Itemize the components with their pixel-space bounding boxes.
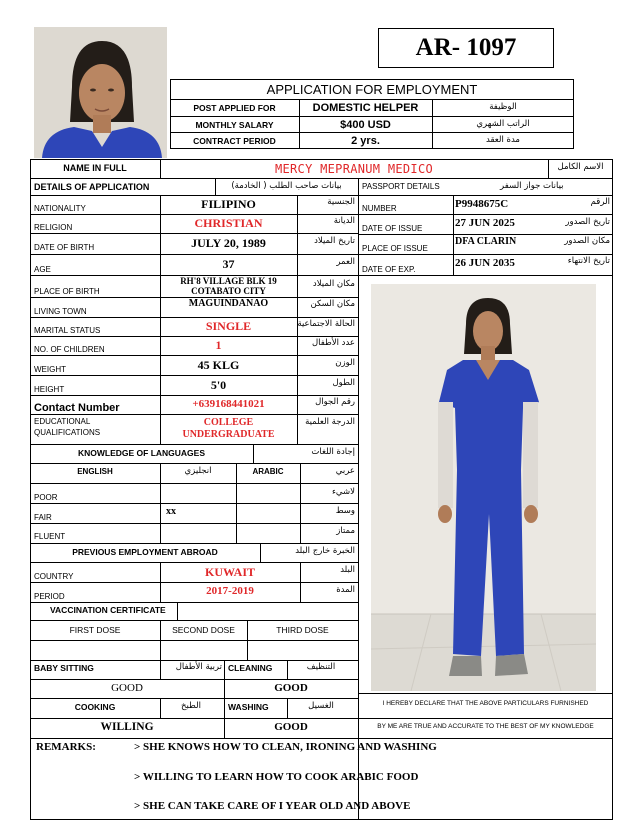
country-value: KUWAIT bbox=[204, 565, 255, 579]
name-label-ar: الاسم الكامل bbox=[557, 162, 604, 172]
dob-label-ar: تاريخ الميلاد bbox=[314, 236, 355, 246]
period-value: 2017-2019 bbox=[206, 585, 254, 597]
name-value: MERCY MEPRANUM MEDICO bbox=[274, 162, 434, 176]
education-value-line1: COLLEGE bbox=[203, 417, 254, 428]
skill-cooking-ar: الطبخ bbox=[181, 701, 201, 711]
education-value-line2: UNDERGRADUATE bbox=[182, 429, 275, 440]
form-title: APPLICATION FOR EMPLOYMENT bbox=[266, 82, 478, 97]
contract-label-ar: مدة العقد bbox=[486, 135, 520, 145]
skill-cleaning: CLEANING bbox=[228, 663, 273, 673]
dob-value: JULY 20, 1989 bbox=[191, 236, 266, 250]
period-label: PERIOD bbox=[34, 592, 65, 601]
religion-label-ar: الديانة bbox=[333, 216, 355, 226]
weight-label: WEIGHT bbox=[34, 365, 66, 374]
lang-fair: FAIR bbox=[34, 513, 52, 522]
country-label-ar: البلد bbox=[340, 565, 355, 575]
contact-label: Contact Number bbox=[34, 402, 120, 414]
salary-label: MONTHLY SALARY bbox=[195, 120, 274, 130]
expiry-label-ar: تاريخ الانتهاء bbox=[567, 256, 610, 266]
languages-label-ar: إجادة اللغات bbox=[311, 447, 355, 457]
remark-item: > WILLING TO LEARN HOW TO COOK ARABIC FOOD bbox=[134, 771, 419, 783]
weight-value: 45 KLG bbox=[197, 358, 240, 372]
education-label-line2: QUALIFICATIONS bbox=[34, 428, 101, 437]
age-label-ar: العمر bbox=[336, 257, 355, 267]
full-body-photo bbox=[371, 284, 596, 691]
issue-date-value: 27 JUN 2025 bbox=[455, 217, 515, 229]
salary-label-ar: الراتب الشهري bbox=[476, 119, 530, 129]
declaration-line2: BY ME ARE TRUE AND ACCURATE TO THE BEST OF MY KNOWLEDGE bbox=[377, 723, 594, 730]
portrait-photo bbox=[34, 27, 167, 158]
issue-place-label-ar: مكان الصدور bbox=[564, 236, 610, 246]
age-label: AGE bbox=[34, 265, 51, 274]
age-value: 37 bbox=[222, 257, 235, 271]
remark-item: > SHE CAN TAKE CARE OF I YEAR OLD AND ABOVE bbox=[134, 800, 411, 812]
passport-number-value: P9948675C bbox=[455, 198, 509, 210]
lang-arabic-ar: عربي bbox=[335, 466, 355, 476]
marital-value: SINGLE bbox=[205, 319, 252, 333]
height-value: 5'0 bbox=[210, 378, 227, 392]
issue-date-label-ar: تاريخ الصدور bbox=[565, 217, 610, 227]
nationality-label: NATIONALITY bbox=[34, 204, 86, 213]
post-value: DOMESTIC HELPER bbox=[312, 102, 419, 114]
education-label-line1: EDUCATIONAL bbox=[34, 417, 91, 426]
nationality-value: FILIPINO bbox=[201, 197, 256, 211]
salary-value: $400 USD bbox=[340, 119, 391, 131]
weight-label-ar: الوزن bbox=[335, 358, 355, 368]
living-label-ar: مكان السكن bbox=[310, 299, 355, 309]
prev-employment-label-ar: الخبرة خارج البلد bbox=[295, 546, 355, 556]
issue-place-value: DFA CLARIN bbox=[455, 236, 517, 247]
marital-label-ar: الحالة الاجتماعية bbox=[297, 319, 355, 329]
passport-details-label: PASSPORT DETAILS bbox=[362, 182, 440, 191]
issue-date-label: DATE OF ISSUE bbox=[362, 224, 423, 233]
pob-label-ar: مكان الميلاد bbox=[312, 279, 355, 289]
vaccination-first-dose: FIRST DOSE bbox=[69, 625, 121, 635]
contact-value: +639168441021 bbox=[192, 398, 265, 410]
contact-label-ar: رقم الجوال bbox=[315, 397, 355, 407]
skill-cleaning-value: GOOD bbox=[274, 682, 308, 694]
lang-poor: POOR bbox=[34, 493, 58, 502]
expiry-label: DATE OF EXP. bbox=[362, 265, 416, 274]
pob-value-line2: COTABATO CITY bbox=[191, 286, 266, 296]
name-label: NAME IN FULL bbox=[63, 163, 127, 173]
lang-fluent-ar: ممتاز bbox=[336, 526, 355, 536]
lang-poor-ar: لاشيء bbox=[331, 487, 355, 497]
details-label-ar: بيانات صاحب الطلب ( الخادمة) bbox=[231, 181, 342, 191]
remark-item: > SHE KNOWS HOW TO CLEAN, IRONING AND WASHING bbox=[134, 741, 437, 753]
children-label-ar: عدد الأطفال bbox=[311, 338, 355, 348]
nationality-label-ar: الجنسية bbox=[327, 197, 355, 207]
country-label: COUNTRY bbox=[34, 572, 74, 581]
religion-label: RELIGION bbox=[34, 223, 73, 232]
issue-place-label: PLACE OF ISSUE bbox=[362, 244, 428, 253]
vaccination-label: VACCINATION CERTIFICATE bbox=[50, 605, 166, 615]
contract-value: 2 yrs. bbox=[351, 135, 380, 147]
skill-cooking: COOKING bbox=[74, 702, 116, 712]
pob-label: PLACE OF BIRTH bbox=[34, 287, 100, 296]
reference-number: AR- 1097 bbox=[415, 34, 517, 61]
height-label-ar: الطول bbox=[332, 378, 355, 388]
children-value: 1 bbox=[215, 338, 222, 352]
religion-value: CHRISTIAN bbox=[194, 216, 263, 230]
contract-label: CONTRACT PERIOD bbox=[193, 136, 276, 146]
remarks-label: REMARKS: bbox=[36, 741, 96, 753]
post-label: POST APPLIED FOR bbox=[193, 103, 276, 113]
post-label-ar: الوظيفة bbox=[489, 102, 517, 112]
skill-washing-ar: الغسيل bbox=[308, 701, 334, 711]
lang-fluent: FLUENT bbox=[34, 532, 66, 541]
height-label: HEIGHT bbox=[34, 385, 65, 394]
passport-number-label-ar: الرقم bbox=[590, 197, 610, 207]
prev-employment-label: PREVIOUS EMPLOYMENT ABROAD bbox=[72, 547, 218, 557]
lang-arabic: ARABIC bbox=[252, 467, 284, 476]
skill-cooking-value: WILLING bbox=[100, 721, 154, 733]
vaccination-second-dose: SECOND DOSE bbox=[172, 625, 235, 635]
declaration-line1: I HEREBY DECLARE THAT THE ABOVE PARTICULARS FURNISHED bbox=[382, 700, 589, 707]
vaccination-third-dose: THIRD DOSE bbox=[276, 625, 329, 635]
living-label: LIVING TOWN bbox=[34, 307, 87, 316]
lang-fair-mark: xx bbox=[166, 506, 176, 517]
passport-details-label-ar: بيانات جواز السفر bbox=[500, 181, 564, 191]
lang-english: ENGLISH bbox=[77, 467, 113, 476]
lang-fair-ar: وسط bbox=[335, 506, 355, 516]
education-label-ar: الدرجة العلمية bbox=[305, 417, 355, 427]
skill-baby-sitting-value: GOOD bbox=[111, 682, 143, 694]
skill-washing: WASHING bbox=[228, 702, 269, 712]
period-label-ar: المدة bbox=[336, 585, 355, 595]
children-label: NO. OF CHILDREN bbox=[34, 345, 105, 354]
living-value: MAGUINDANAO bbox=[188, 298, 269, 309]
dob-label: DATE OF BIRTH bbox=[34, 243, 95, 252]
languages-label: KNOWLEDGE OF LANGUAGES bbox=[77, 448, 206, 458]
skill-washing-value: GOOD bbox=[274, 721, 308, 733]
skill-cleaning-ar: التنظيف bbox=[306, 662, 336, 672]
pob-value-line1: RH'8 VILLAGE BLK 19 bbox=[180, 276, 277, 286]
details-label: DETAILS OF APPLICATION bbox=[34, 182, 150, 192]
marital-label: MARITAL STATUS bbox=[34, 326, 101, 335]
skill-baby-sitting: BABY SITTING bbox=[34, 663, 94, 673]
passport-number-label: NUMBER bbox=[362, 204, 397, 213]
lang-english-ar: انجليزي bbox=[184, 466, 212, 476]
expiry-value: 26 JUN 2035 bbox=[455, 257, 515, 269]
skill-baby-sitting-ar: تربية الأطفال bbox=[175, 662, 222, 672]
